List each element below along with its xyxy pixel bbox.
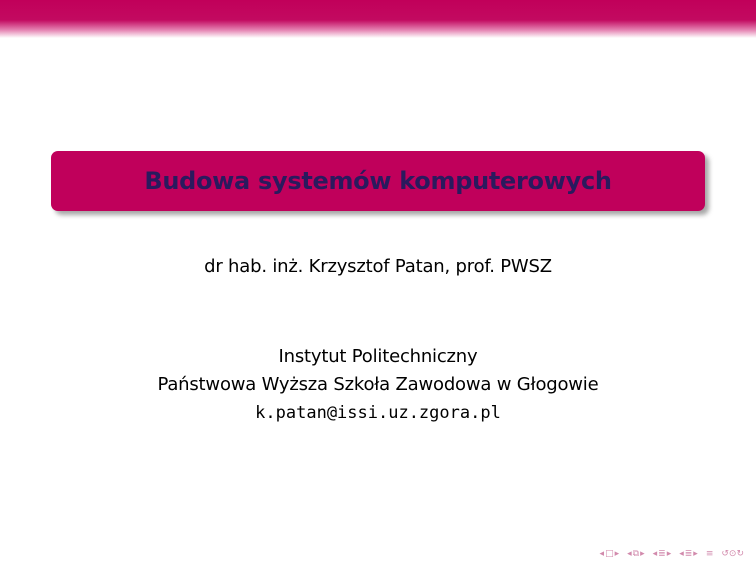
slide-icon[interactable]: □ [605, 548, 614, 559]
next-slide-icon[interactable]: ▸ [614, 548, 620, 559]
author-line: dr hab. inż. Krzysztof Patan, prof. PWSZ [204, 256, 552, 277]
institute-name: Instytut Politechniczny [278, 346, 478, 367]
email-address: k.patan@issi.uz.zgora.pl [255, 403, 501, 423]
title-box [51, 151, 705, 211]
subsection-icon[interactable]: ≣ [684, 548, 693, 559]
header-band [0, 0, 756, 38]
institute-block [0, 343, 756, 427]
prev-frame-icon[interactable]: ◂ [627, 548, 632, 559]
slide-nav-group [600, 550, 620, 559]
prev-slide-icon[interactable]: ◂ [599, 548, 605, 559]
frame-nav-group [627, 550, 645, 559]
next-section-icon[interactable]: ▸ [666, 548, 672, 559]
prev-section-icon[interactable]: ◂ [652, 548, 658, 559]
university-name: Państwowa Wyższa Szkoła Zawodowa w Głogowie [157, 374, 599, 395]
next-frame-icon[interactable]: ▸ [640, 548, 645, 559]
next-subsection-icon[interactable]: ▸ [693, 548, 698, 559]
prev-subsection-icon[interactable]: ◂ [679, 548, 684, 559]
frame-icon[interactable]: ⧉ [632, 548, 640, 559]
slide-title: Budowa systemów komputerowych [144, 167, 612, 195]
search-icon[interactable]: ↺⊙↻ [721, 548, 744, 559]
subsection-nav-group [679, 550, 698, 559]
section-nav-group [653, 550, 672, 559]
section-icon[interactable]: ≣ [658, 548, 666, 559]
search-group [721, 550, 744, 559]
align-group [706, 550, 714, 559]
navigation-bar [594, 547, 744, 561]
align-icon[interactable]: ≡ [705, 548, 714, 559]
